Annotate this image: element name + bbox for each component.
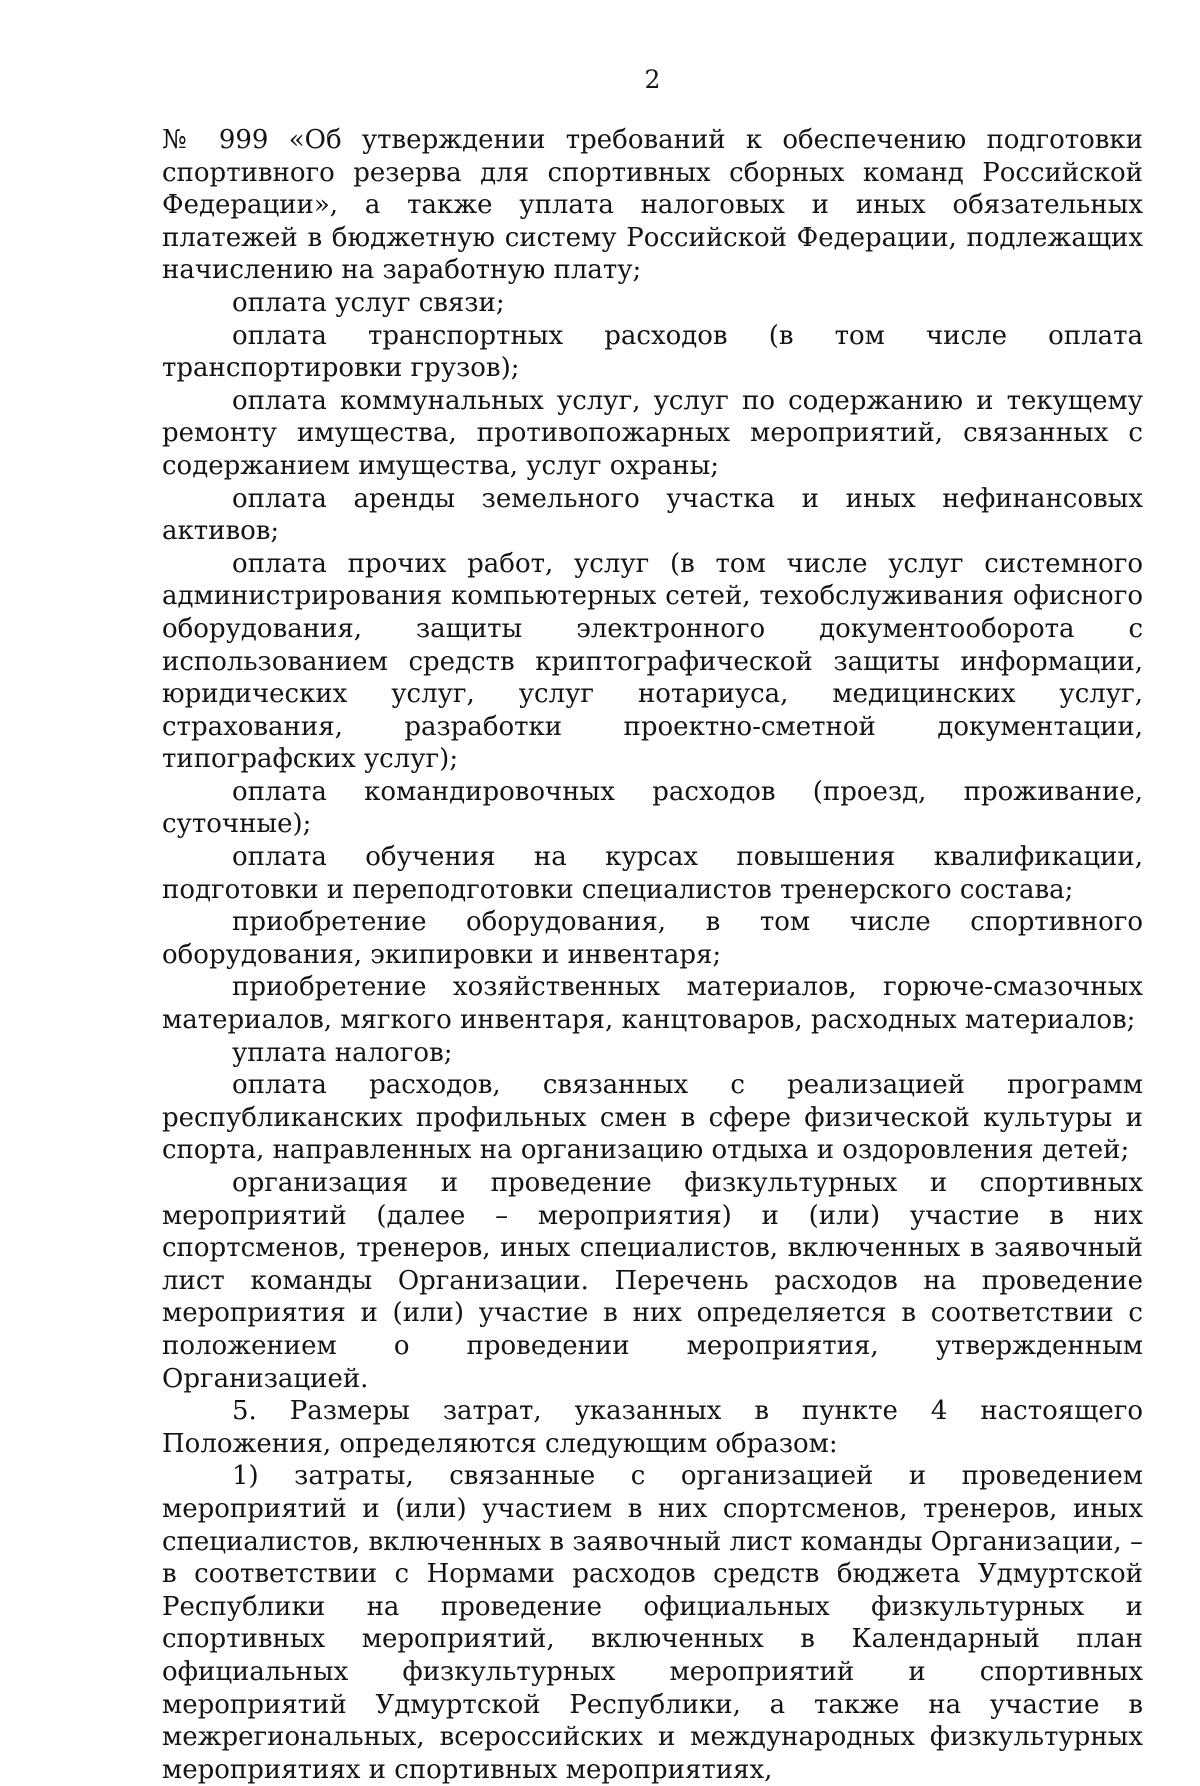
paragraph: оплата обучения на курсах повышения квалификации, подготовки и переподготовки специалистов тренерского состава; <box>162 842 1143 905</box>
paragraph: оплата услуг связи; <box>232 287 505 318</box>
paragraph: № 999 «Об утверждении требований к обеспечению подготовки спортивного резерва для спортивных сборных команд Российской Федерации», а также уплата налоговых и иных обязательных платежей в бюджетную систему Российской Федерации, подлежащих начислению на заработную плату; <box>162 125 1143 286</box>
paragraph: оплата командировочных расходов (проезд, проживание, суточные); <box>162 776 1143 840</box>
paragraph: приобретение хозяйственных материалов, горюче-смазочных материалов, мягкого инвентаря, канцтоваров, расходных материалов; <box>162 972 1143 1036</box>
paragraph: оплата расходов, связанных с реализацией программ республиканских профильных смен в сфере физической культуры и спорта, направленных на организацию отдыха и оздоровления детей; <box>162 1070 1143 1166</box>
paragraph: оплата транспортных расходов (в том числе оплата транспортировки грузов); <box>162 320 1143 384</box>
paragraph: 1) затраты, связанные с организацией и проведением мероприятий и (или) участием в них спортсменов, тренеров, иных специалистов, включенных в заявочный лист команды Организации, – в соответствии с Нормами расходов средств бюджета Удмуртской Республики на проведение официальных физкультурных и спортивных мероприятий, включенных в Календарный план официальных физкультурных мероприятий и спортивных мероприятий Удмуртской Республики, а также на участие в межрегиональных, всероссийских и международных физкультурных мероприятиях и спортивных мероприятиях, <box>162 1461 1143 1785</box>
paragraph: 5. Размеры затрат, указанных в пункте 4 настоящего Положения, определяются следующим образом: <box>162 1396 1143 1459</box>
document-page <box>162 0 1143 1785</box>
page-number: 2 <box>644 65 661 94</box>
paragraph: организация и проведение физкультурных и спортивных мероприятий (далее – мероприятия) и (или) участие в них спортсменов, тренеров, иных специалистов, включенных в заявочный лист команды Организации. Перечень расходов на проведение мероприятия и (или) участие в них определяется в соответствии с положением о проведении мероприятия, утвержденным Организацией. <box>162 1168 1143 1394</box>
paragraph: оплата аренды земельного участка и иных нефинансовых активов; <box>162 483 1143 547</box>
paragraph: оплата коммунальных услуг, услуг по содержанию и текущему ремонту имущества, противопожарных мероприятий, связанных с содержанием имущества, услуг охраны; <box>162 385 1143 481</box>
paragraph: уплата налогов; <box>232 1037 453 1068</box>
document-body <box>162 124 1143 1786</box>
paragraph: приобретение оборудования, в том числе спортивного оборудования, экипировки и инвентаря; <box>162 907 1143 970</box>
paragraph: оплата прочих работ, услуг (в том числе услуг системного администрирования компьютерных сетей, техобслуживания офисного оборудования, защиты электронного документооборота с использованием средств криптографической защиты информации, юридических услуг, услуг нотариуса, медицинских услуг, страхования, разработки проектно-сметной документации, типографских услуг); <box>162 548 1143 775</box>
